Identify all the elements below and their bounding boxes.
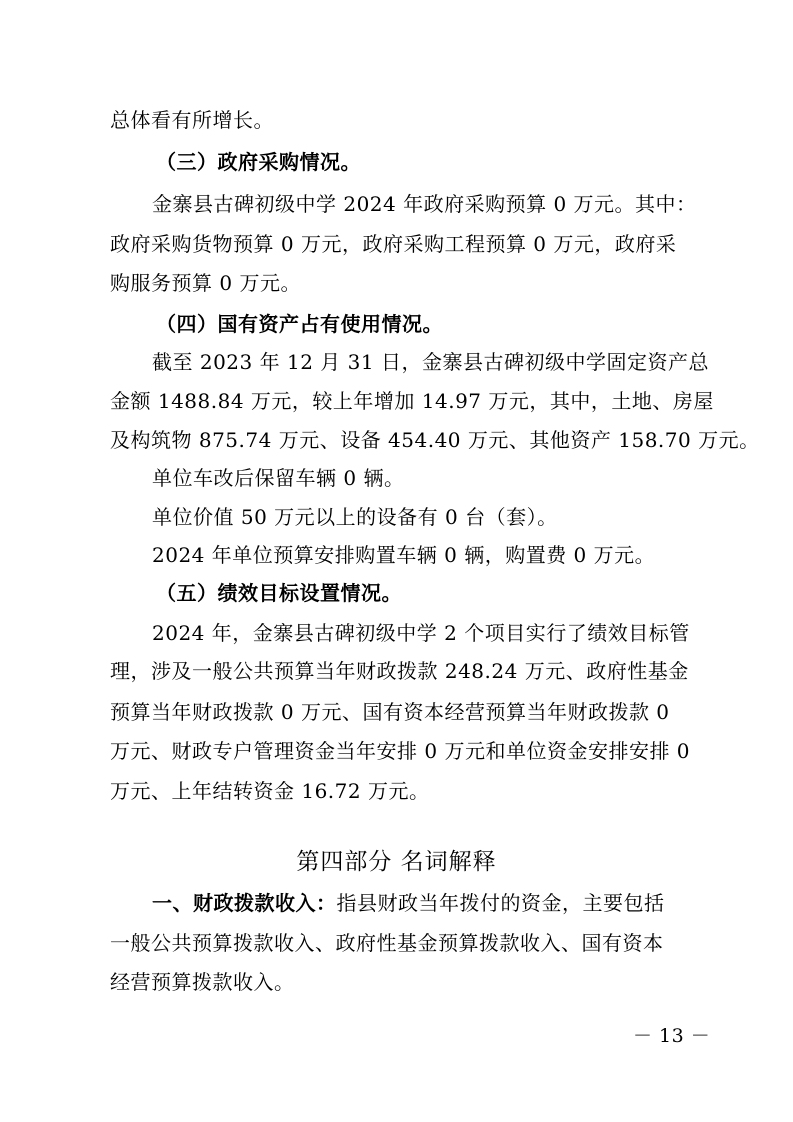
part-title: 第四部分 名词解释 <box>296 849 497 875</box>
term-label: 一、财政拨款收入： <box>152 891 337 915</box>
term-definition-line <box>152 888 665 918</box>
section-heading-performance: （五）绩效目标设置情况。 <box>156 581 402 605</box>
paragraph-line: 2024 年单位预算安排购置车辆 0 辆，购置费 0 万元。 <box>152 543 656 567</box>
paragraph-line: 购服务预算 0 万元。 <box>110 271 301 295</box>
section-heading-procurement: （三）政府采购情况。 <box>156 150 361 174</box>
paragraph-line: 总体看有所增长。 <box>110 108 274 132</box>
paragraph-line: 2024 年，金寨县古碑初级中学 2 个项目实行了绩效目标管 <box>152 621 690 645</box>
section-heading-assets: （四）国有资产占有使用情况。 <box>156 312 443 336</box>
paragraph-line: 万元、财政专户管理资金当年安排 0 万元和单位资金安排安排 0 <box>110 739 691 763</box>
paragraph-line: 理，涉及一般公共预算当年财政拨款 248.24 万元、政府性基金 <box>110 659 689 683</box>
term-text: 指县财政当年拨付的资金，主要包括 <box>336 891 665 915</box>
paragraph-line: 截至 2023 年 12 月 31 日，金寨县古碑初级中学固定资产总 <box>152 350 709 374</box>
paragraph-line: 金额 1488.84 万元，较上年增加 14.97 万元，其中，土地、房屋 <box>110 389 714 413</box>
paragraph-line: 单位价值 50 万元以上的设备有 0 台（套）。 <box>152 505 558 529</box>
paragraph-line: 一般公共预算拨款收入、政府性基金预算拨款收入、国有资本 <box>110 931 664 955</box>
paragraph-line: 金寨县古碑初级中学 2024 年政府采购预算 0 万元。其中： <box>152 192 697 216</box>
paragraph-line: 经营预算拨款收入。 <box>110 970 295 994</box>
paragraph-line: 万元、上年结转资金 16.72 万元。 <box>110 779 430 803</box>
paragraph-line: 预算当年财政拨款 0 万元、国有资本经营预算当年财政拨款 0 <box>110 700 670 724</box>
page-number: － 13 － <box>633 1025 711 1047</box>
paragraph-line: 及构筑物 875.74 万元、设备 454.40 万元、其他资产 158.70 万元。 <box>110 428 760 452</box>
paragraph-line: 单位车改后保留车辆 0 辆。 <box>152 466 405 490</box>
paragraph-line: 政府采购货物预算 0 万元，政府采购工程预算 0 万元，政府采 <box>110 232 677 256</box>
